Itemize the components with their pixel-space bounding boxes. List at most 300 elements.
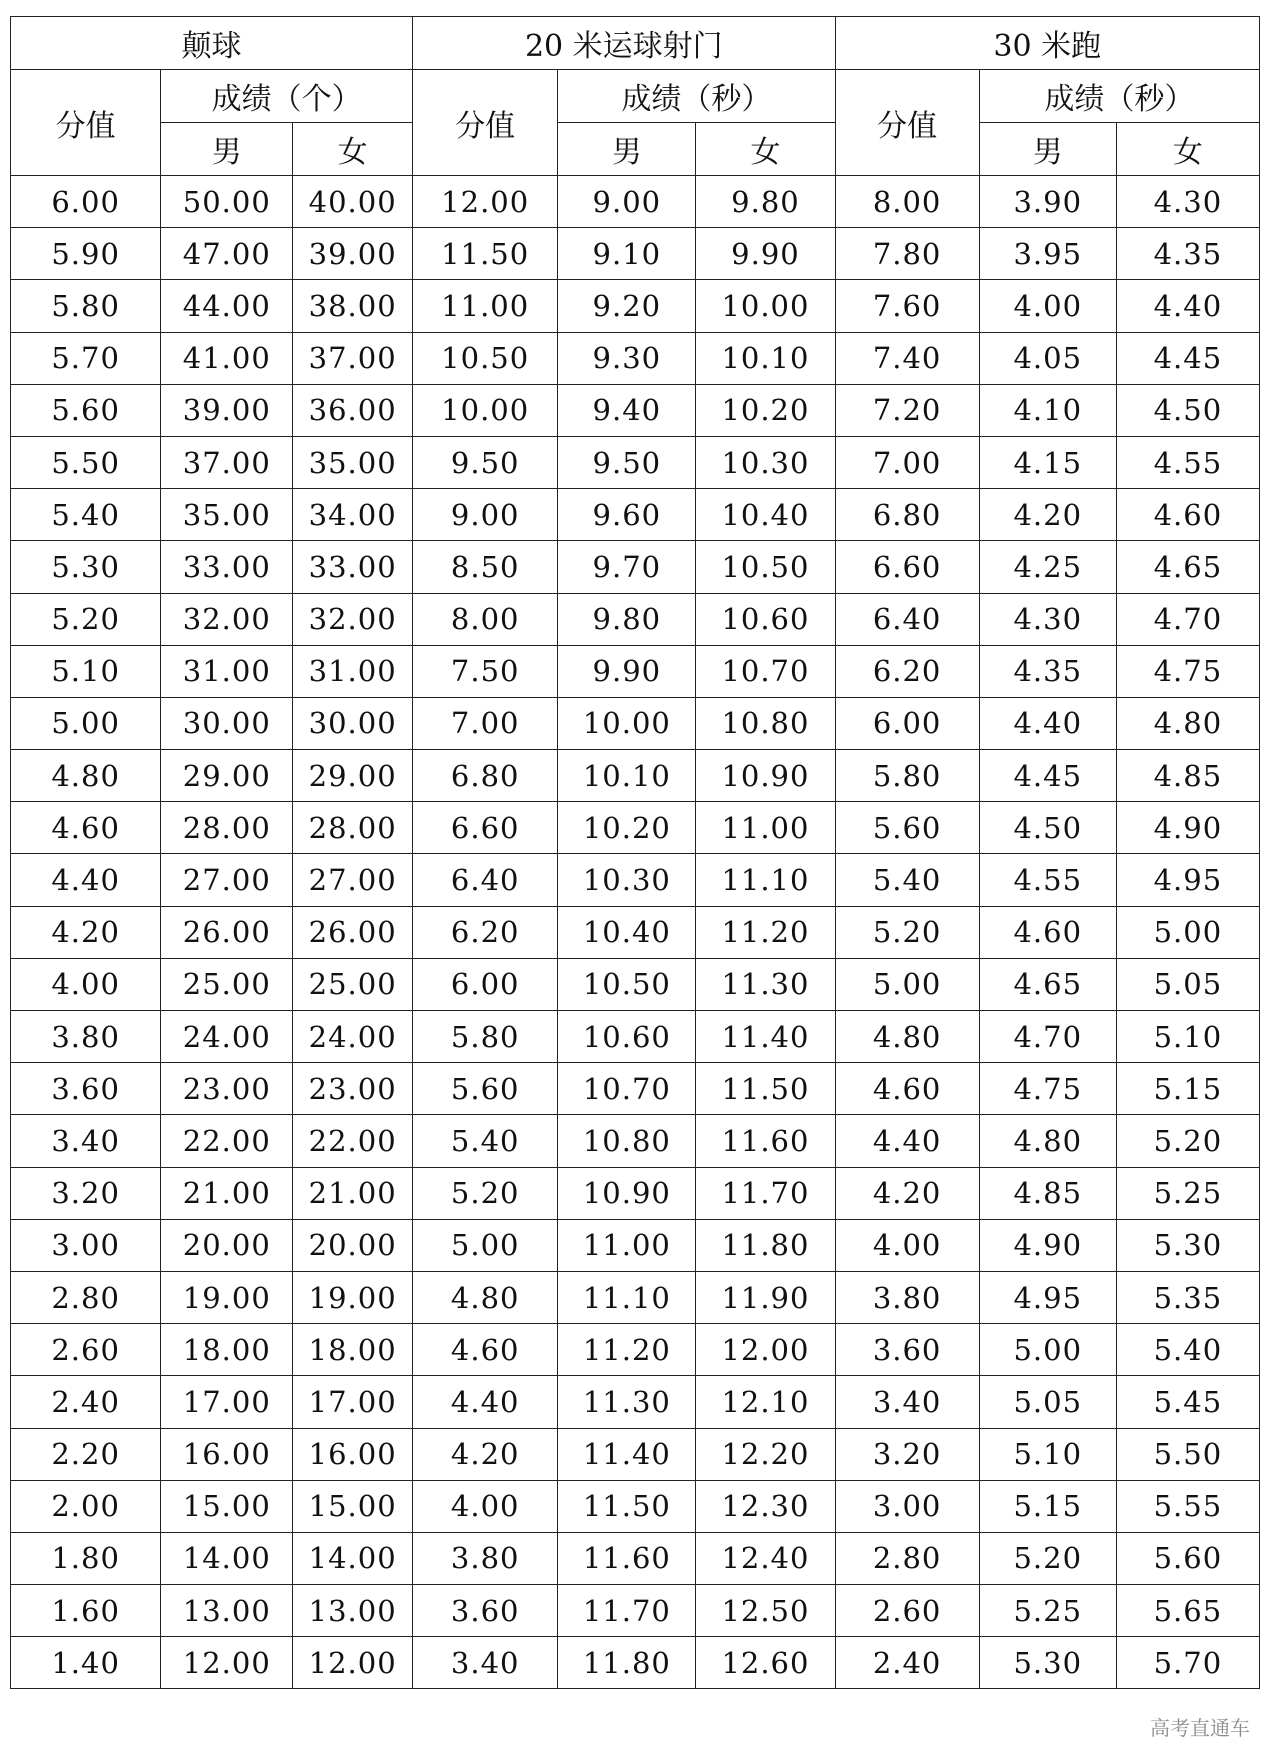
juggling-female-cell: 38.00 [293,280,413,332]
dribble-male-cell: 10.60 [558,1011,696,1063]
juggling-female-cell: 23.00 [293,1063,413,1115]
juggling-male-cell: 19.00 [161,1271,293,1323]
table-row [11,332,1260,384]
sprint-female-cell: 5.10 [1116,1011,1259,1063]
juggling-female-cell: 27.00 [293,854,413,906]
table-body [11,176,1260,1689]
score-sprint-cell: 4.60 [835,1063,979,1115]
dribble-female-cell: 11.60 [696,1115,835,1167]
sprint-female-cell: 4.90 [1116,802,1259,854]
sprint-female-cell: 4.45 [1116,332,1259,384]
juggling-male-cell: 32.00 [161,593,293,645]
sprint-male-cell: 4.50 [979,802,1116,854]
juggling-female-cell: 35.00 [293,436,413,488]
sprint-male-cell: 4.30 [979,593,1116,645]
score-sprint-cell: 3.00 [835,1480,979,1532]
score-juggling-cell: 4.60 [11,802,161,854]
juggling-female-cell: 18.00 [293,1324,413,1376]
dribble-female-cell: 11.30 [696,958,835,1010]
table-row [11,645,1260,697]
score-juggling-cell: 3.80 [11,1011,161,1063]
sprint-female-cell: 5.55 [1116,1480,1259,1532]
dribble-male-cell: 9.30 [558,332,696,384]
sprint-female-cell: 4.30 [1116,176,1259,228]
sprint-male-cell: 4.10 [979,384,1116,436]
score-dribble-cell: 6.40 [413,854,558,906]
score-juggling-cell: 4.20 [11,906,161,958]
dribble-female-cell: 11.40 [696,1011,835,1063]
juggling-male-cell: 17.00 [161,1376,293,1428]
juggling-female-cell: 30.00 [293,697,413,749]
juggling-female-cell: 21.00 [293,1167,413,1219]
score-sprint-cell: 6.00 [835,697,979,749]
dribble-male-cell: 10.50 [558,958,696,1010]
header-female-3: 女 [1116,123,1259,176]
sprint-male-cell: 4.85 [979,1167,1116,1219]
dribble-female-cell: 10.20 [696,384,835,436]
score-juggling-cell: 5.10 [11,645,161,697]
score-juggling-cell: 2.00 [11,1480,161,1532]
header-result-count: 成绩（个） [161,70,413,123]
juggling-male-cell: 22.00 [161,1115,293,1167]
score-dribble-cell: 6.00 [413,958,558,1010]
dribble-male-cell: 9.20 [558,280,696,332]
table-row [11,489,1260,541]
juggling-male-cell: 33.00 [161,541,293,593]
sprint-male-cell: 5.30 [979,1637,1116,1689]
score-sprint-cell: 7.40 [835,332,979,384]
juggling-female-cell: 26.00 [293,906,413,958]
score-dribble-cell: 4.20 [413,1428,558,1480]
sprint-male-cell: 5.25 [979,1585,1116,1637]
header-score-2: 分值 [413,70,558,176]
dribble-female-cell: 12.20 [696,1428,835,1480]
score-dribble-cell: 3.40 [413,1637,558,1689]
score-sprint-cell: 7.20 [835,384,979,436]
score-juggling-cell: 4.00 [11,958,161,1010]
table-row [11,802,1260,854]
score-sprint-cell: 3.60 [835,1324,979,1376]
juggling-female-cell: 32.00 [293,593,413,645]
header-female-1: 女 [293,123,413,176]
score-sprint-cell: 3.40 [835,1376,979,1428]
dribble-male-cell: 10.10 [558,750,696,802]
header-male-1: 男 [161,123,293,176]
sprint-male-cell: 4.35 [979,645,1116,697]
score-juggling-cell: 5.30 [11,541,161,593]
table-row [11,1585,1260,1637]
table-row [11,1428,1260,1480]
score-juggling-cell: 2.60 [11,1324,161,1376]
juggling-male-cell: 16.00 [161,1428,293,1480]
dribble-male-cell: 10.30 [558,854,696,906]
sprint-female-cell: 4.95 [1116,854,1259,906]
juggling-male-cell: 47.00 [161,228,293,280]
dribble-male-cell: 11.10 [558,1271,696,1323]
score-dribble-cell: 9.00 [413,489,558,541]
juggling-male-cell: 25.00 [161,958,293,1010]
table-row [11,1271,1260,1323]
dribble-female-cell: 10.10 [696,332,835,384]
juggling-female-cell: 22.00 [293,1115,413,1167]
header-dribble-shoot: 20 米运球射门 [413,17,835,70]
juggling-female-cell: 13.00 [293,1585,413,1637]
header-female-2: 女 [696,123,835,176]
sprint-male-cell: 5.20 [979,1532,1116,1584]
dribble-female-cell: 10.50 [696,541,835,593]
sprint-male-cell: 4.15 [979,436,1116,488]
juggling-female-cell: 17.00 [293,1376,413,1428]
score-juggling-cell: 4.80 [11,750,161,802]
juggling-male-cell: 14.00 [161,1532,293,1584]
juggling-female-cell: 24.00 [293,1011,413,1063]
dribble-female-cell: 10.80 [696,697,835,749]
score-dribble-cell: 4.40 [413,1376,558,1428]
dribble-male-cell: 10.70 [558,1063,696,1115]
score-table [10,16,1260,1689]
sprint-female-cell: 4.85 [1116,750,1259,802]
table-row [11,958,1260,1010]
score-sprint-cell: 2.40 [835,1637,979,1689]
score-juggling-cell: 5.60 [11,384,161,436]
score-juggling-cell: 1.40 [11,1637,161,1689]
score-dribble-cell: 8.00 [413,593,558,645]
table-row [11,1063,1260,1115]
score-dribble-cell: 7.50 [413,645,558,697]
table-row [11,593,1260,645]
score-sprint-cell: 7.80 [835,228,979,280]
score-dribble-cell: 10.00 [413,384,558,436]
juggling-female-cell: 19.00 [293,1271,413,1323]
sprint-female-cell: 5.45 [1116,1376,1259,1428]
score-sprint-cell: 8.00 [835,176,979,228]
juggling-male-cell: 24.00 [161,1011,293,1063]
sprint-male-cell: 5.10 [979,1428,1116,1480]
dribble-male-cell: 9.90 [558,645,696,697]
juggling-female-cell: 29.00 [293,750,413,802]
dribble-female-cell: 10.60 [696,593,835,645]
sprint-male-cell: 4.80 [979,1115,1116,1167]
score-dribble-cell: 10.50 [413,332,558,384]
table-row [11,1376,1260,1428]
score-dribble-cell: 11.00 [413,280,558,332]
juggling-male-cell: 18.00 [161,1324,293,1376]
sprint-male-cell: 4.95 [979,1271,1116,1323]
sprint-female-cell: 5.20 [1116,1115,1259,1167]
table-row [11,1324,1260,1376]
table-row [11,750,1260,802]
sprint-male-cell: 4.60 [979,906,1116,958]
dribble-female-cell: 11.50 [696,1063,835,1115]
sprint-female-cell: 5.35 [1116,1271,1259,1323]
dribble-female-cell: 11.80 [696,1219,835,1271]
dribble-female-cell: 12.40 [696,1532,835,1584]
score-sprint-cell: 2.60 [835,1585,979,1637]
sprint-female-cell: 5.00 [1116,906,1259,958]
juggling-male-cell: 12.00 [161,1637,293,1689]
score-dribble-cell: 6.80 [413,750,558,802]
sprint-male-cell: 5.05 [979,1376,1116,1428]
sprint-female-cell: 4.65 [1116,541,1259,593]
dribble-male-cell: 11.60 [558,1532,696,1584]
sprint-female-cell: 5.65 [1116,1585,1259,1637]
sprint-male-cell: 3.95 [979,228,1116,280]
sprint-female-cell: 5.30 [1116,1219,1259,1271]
score-sprint-cell: 3.20 [835,1428,979,1480]
juggling-male-cell: 23.00 [161,1063,293,1115]
score-juggling-cell: 5.80 [11,280,161,332]
score-dribble-cell: 6.60 [413,802,558,854]
dribble-male-cell: 11.40 [558,1428,696,1480]
dribble-male-cell: 9.70 [558,541,696,593]
score-dribble-cell: 11.50 [413,228,558,280]
score-sprint-cell: 4.40 [835,1115,979,1167]
score-juggling-cell: 5.50 [11,436,161,488]
dribble-female-cell: 12.10 [696,1376,835,1428]
score-dribble-cell: 5.20 [413,1167,558,1219]
dribble-female-cell: 11.20 [696,906,835,958]
sprint-male-cell: 4.65 [979,958,1116,1010]
juggling-female-cell: 14.00 [293,1532,413,1584]
watermark: 高考直通车 [1150,1716,1250,1740]
sprint-male-cell: 4.45 [979,750,1116,802]
dribble-female-cell: 11.90 [696,1271,835,1323]
sprint-female-cell: 5.60 [1116,1532,1259,1584]
score-juggling-cell: 2.40 [11,1376,161,1428]
dribble-male-cell: 11.00 [558,1219,696,1271]
sprint-female-cell: 5.15 [1116,1063,1259,1115]
juggling-female-cell: 34.00 [293,489,413,541]
juggling-female-cell: 16.00 [293,1428,413,1480]
score-juggling-cell: 1.60 [11,1585,161,1637]
juggling-female-cell: 20.00 [293,1219,413,1271]
score-dribble-cell: 7.00 [413,697,558,749]
header-result-seconds-2: 成绩（秒） [979,70,1259,123]
juggling-male-cell: 37.00 [161,436,293,488]
dribble-female-cell: 9.80 [696,176,835,228]
dribble-male-cell: 9.40 [558,384,696,436]
juggling-female-cell: 28.00 [293,802,413,854]
score-dribble-cell: 9.50 [413,436,558,488]
sprint-female-cell: 5.05 [1116,958,1259,1010]
dribble-male-cell: 9.80 [558,593,696,645]
table-row [11,384,1260,436]
table-row [11,1167,1260,1219]
dribble-male-cell: 11.50 [558,1480,696,1532]
juggling-female-cell: 12.00 [293,1637,413,1689]
score-dribble-cell: 3.80 [413,1532,558,1584]
score-sprint-cell: 6.40 [835,593,979,645]
dribble-female-cell: 11.70 [696,1167,835,1219]
sprint-male-cell: 3.90 [979,176,1116,228]
juggling-male-cell: 30.00 [161,697,293,749]
sprint-male-cell: 5.00 [979,1324,1116,1376]
juggling-male-cell: 21.00 [161,1167,293,1219]
dribble-female-cell: 9.90 [696,228,835,280]
juggling-male-cell: 29.00 [161,750,293,802]
header-male-2: 男 [558,123,696,176]
table-row [11,1011,1260,1063]
sprint-female-cell: 5.25 [1116,1167,1259,1219]
score-juggling-cell: 3.40 [11,1115,161,1167]
score-juggling-cell: 5.90 [11,228,161,280]
score-dribble-cell: 6.20 [413,906,558,958]
dribble-female-cell: 10.30 [696,436,835,488]
dribble-male-cell: 11.80 [558,1637,696,1689]
sprint-male-cell: 4.00 [979,280,1116,332]
score-dribble-cell: 8.50 [413,541,558,593]
score-sprint-cell: 5.60 [835,802,979,854]
juggling-male-cell: 39.00 [161,384,293,436]
juggling-male-cell: 50.00 [161,176,293,228]
sprint-male-cell: 4.55 [979,854,1116,906]
dribble-male-cell: 10.90 [558,1167,696,1219]
dribble-male-cell: 11.70 [558,1585,696,1637]
dribble-male-cell: 9.50 [558,436,696,488]
sprint-female-cell: 4.40 [1116,280,1259,332]
score-dribble-cell: 3.60 [413,1585,558,1637]
juggling-male-cell: 41.00 [161,332,293,384]
dribble-male-cell: 9.10 [558,228,696,280]
sprint-female-cell: 5.40 [1116,1324,1259,1376]
sprint-female-cell: 5.70 [1116,1637,1259,1689]
juggling-male-cell: 20.00 [161,1219,293,1271]
juggling-female-cell: 36.00 [293,384,413,436]
score-sprint-cell: 4.80 [835,1011,979,1063]
sprint-male-cell: 5.15 [979,1480,1116,1532]
sprint-male-cell: 4.75 [979,1063,1116,1115]
score-sprint-cell: 2.80 [835,1532,979,1584]
score-juggling-cell: 5.00 [11,697,161,749]
juggling-male-cell: 13.00 [161,1585,293,1637]
sprint-female-cell: 4.35 [1116,228,1259,280]
sprint-female-cell: 4.60 [1116,489,1259,541]
table-row [11,854,1260,906]
juggling-female-cell: 39.00 [293,228,413,280]
dribble-male-cell: 10.20 [558,802,696,854]
score-sprint-cell: 4.20 [835,1167,979,1219]
score-juggling-cell: 4.40 [11,854,161,906]
sprint-female-cell: 5.50 [1116,1428,1259,1480]
dribble-male-cell: 10.00 [558,697,696,749]
score-sprint-cell: 4.00 [835,1219,979,1271]
dribble-male-cell: 11.30 [558,1376,696,1428]
header-score-1: 分值 [11,70,161,176]
score-juggling-cell: 1.80 [11,1532,161,1584]
table-row [11,1219,1260,1271]
sprint-female-cell: 4.75 [1116,645,1259,697]
sprint-female-cell: 4.80 [1116,697,1259,749]
sprint-female-cell: 4.55 [1116,436,1259,488]
score-juggling-cell: 5.40 [11,489,161,541]
dribble-female-cell: 11.10 [696,854,835,906]
juggling-male-cell: 15.00 [161,1480,293,1532]
table-row [11,906,1260,958]
dribble-female-cell: 12.60 [696,1637,835,1689]
score-sprint-cell: 5.80 [835,750,979,802]
dribble-female-cell: 12.00 [696,1324,835,1376]
juggling-male-cell: 28.00 [161,802,293,854]
dribble-female-cell: 12.50 [696,1585,835,1637]
juggling-female-cell: 31.00 [293,645,413,697]
juggling-female-cell: 15.00 [293,1480,413,1532]
score-sprint-cell: 7.00 [835,436,979,488]
score-juggling-cell: 3.00 [11,1219,161,1271]
score-dribble-cell: 4.00 [413,1480,558,1532]
score-dribble-cell: 5.00 [413,1219,558,1271]
dribble-male-cell: 11.20 [558,1324,696,1376]
score-dribble-cell: 5.60 [413,1063,558,1115]
score-sprint-cell: 6.20 [835,645,979,697]
score-sprint-cell: 6.80 [835,489,979,541]
score-dribble-cell: 4.80 [413,1271,558,1323]
dribble-female-cell: 10.90 [696,750,835,802]
score-sprint-cell: 5.20 [835,906,979,958]
score-sprint-cell: 3.80 [835,1271,979,1323]
table-row [11,228,1260,280]
dribble-female-cell: 12.30 [696,1480,835,1532]
dribble-female-cell: 10.00 [696,280,835,332]
score-juggling-cell: 6.00 [11,176,161,228]
score-sprint-cell: 5.00 [835,958,979,1010]
header-sprint: 30 米跑 [835,17,1259,70]
score-juggling-cell: 3.20 [11,1167,161,1219]
juggling-female-cell: 37.00 [293,332,413,384]
sprint-male-cell: 4.05 [979,332,1116,384]
score-sprint-cell: 7.60 [835,280,979,332]
dribble-male-cell: 9.00 [558,176,696,228]
sprint-male-cell: 4.20 [979,489,1116,541]
table-row [11,280,1260,332]
score-juggling-cell: 5.70 [11,332,161,384]
score-juggling-cell: 2.80 [11,1271,161,1323]
sprint-male-cell: 4.90 [979,1219,1116,1271]
table-row [11,1637,1260,1689]
juggling-male-cell: 26.00 [161,906,293,958]
header-score-3: 分值 [835,70,979,176]
dribble-male-cell: 10.80 [558,1115,696,1167]
header-result-seconds-1: 成绩（秒） [558,70,835,123]
juggling-male-cell: 44.00 [161,280,293,332]
table-row [11,1480,1260,1532]
table-row [11,176,1260,228]
header-male-3: 男 [979,123,1116,176]
sprint-female-cell: 4.70 [1116,593,1259,645]
table-row [11,697,1260,749]
juggling-female-cell: 33.00 [293,541,413,593]
score-dribble-cell: 5.80 [413,1011,558,1063]
score-dribble-cell: 5.40 [413,1115,558,1167]
juggling-male-cell: 31.00 [161,645,293,697]
score-juggling-cell: 5.20 [11,593,161,645]
juggling-male-cell: 35.00 [161,489,293,541]
dribble-male-cell: 10.40 [558,906,696,958]
table-row [11,1115,1260,1167]
juggling-male-cell: 27.00 [161,854,293,906]
header-juggling: 颠球 [11,17,413,70]
score-juggling-cell: 2.20 [11,1428,161,1480]
score-sprint-cell: 5.40 [835,854,979,906]
table-row [11,541,1260,593]
dribble-female-cell: 10.70 [696,645,835,697]
sprint-male-cell: 4.25 [979,541,1116,593]
table-row [11,436,1260,488]
table-row [11,1532,1260,1584]
score-dribble-cell: 12.00 [413,176,558,228]
score-sprint-cell: 6.60 [835,541,979,593]
sprint-male-cell: 4.40 [979,697,1116,749]
dribble-male-cell: 9.60 [558,489,696,541]
